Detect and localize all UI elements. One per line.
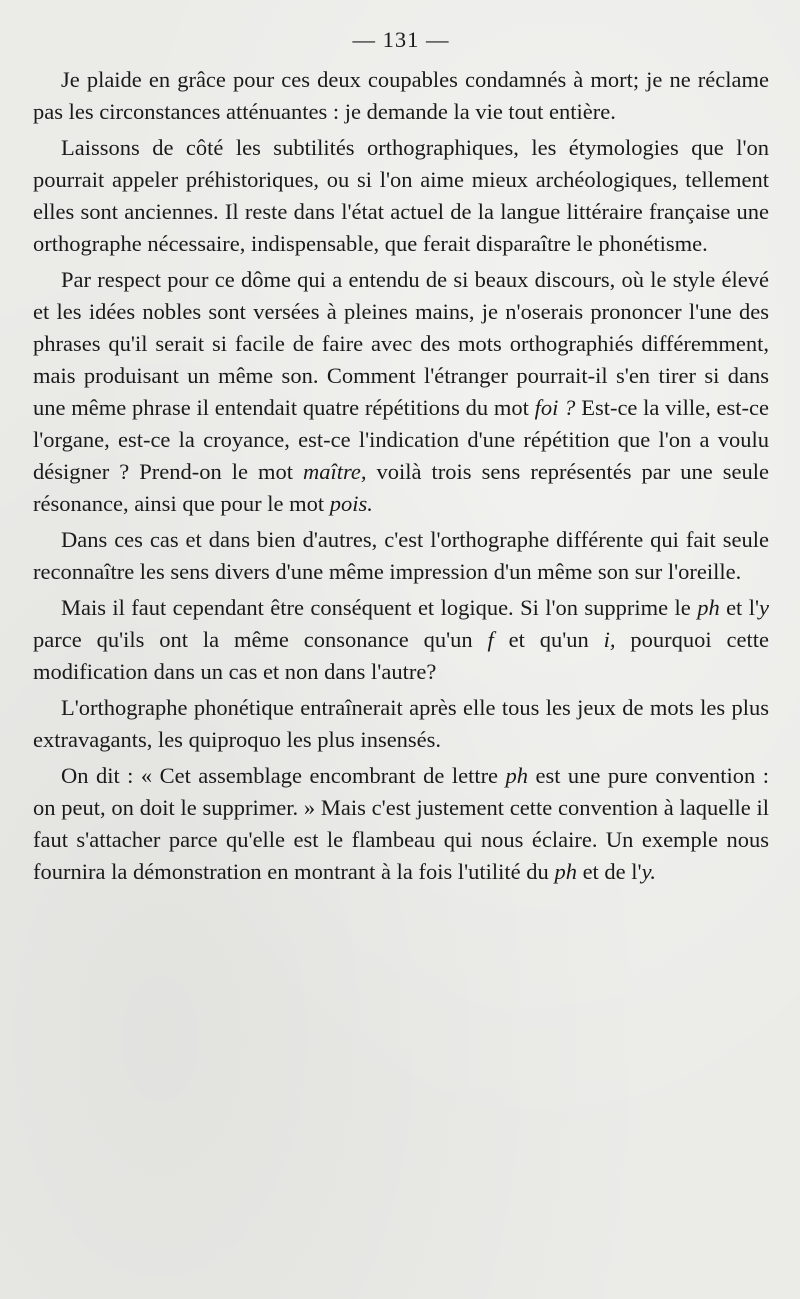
italic-word-foi: foi ? <box>534 395 576 420</box>
text-run: pourquoi cette modification dans un cas et non dans l'autre? <box>33 627 769 684</box>
text-run: Mais il faut cependant être conséquent et logique. Si l'on supprime le <box>61 595 698 620</box>
text-run: Par respect pour ce dôme qui a entendu de si beaux discours, où le style élevé et les idées nobles sont versées à pleines mains, je n'oserais prononcer l'une des phrases qu'il serait si facile de faire avec des mots orthographiés différemment, mais produisant un même son. Comment l'étranger pourrait-il s'en tirer si dans une même phrase il entendait quatre répétitions du mot <box>33 267 769 420</box>
text-run: et qu'un <box>493 627 604 652</box>
text-run: et l' <box>719 595 760 620</box>
page-text <box>33 24 769 888</box>
italic-letter-i: i, <box>603 627 616 652</box>
italic-letters-ph: ph <box>697 595 720 620</box>
paragraph-1: Je plaide en grâce pour ces deux coupables condamnés à mort; je ne réclame pas les circonstances atténuantes : je demande la vie tout entière. <box>33 67 769 124</box>
text-run: est une pure convention : on peut, on doit le supprimer. » Mais c'est justement cette convention à laquelle il faut s'attacher parce qu'elle est le flambeau qui nous éclaire. Un exemple nous fournira la démonstration en montrant à la fois l'utilité du <box>33 763 770 884</box>
italic-word-maitre: maître, <box>303 459 367 484</box>
italic-letter-y: y. <box>641 859 656 884</box>
text-run: parce qu'ils ont la même consonance qu'un <box>33 627 488 652</box>
paragraph-2: Laissons de côté les subtilités orthographiques, les étymologies que l'on pourrait appeler préhistoriques, ou si l'on aime mieux archéologiques, tellement elles sont anciennes. Il reste dans l'état actuel de la langue littéraire française une orthographe nécessaire, indispensable, que ferait disparaître le phonétisme. <box>33 135 769 256</box>
paragraph-6: L'orthographe phonétique entraînerait après elle tous les jeux de mots les plus extravagants, les quiproquo les plus insensés. <box>33 695 769 752</box>
paragraph-3 <box>33 264 769 520</box>
text-run: voilà trois sens représentés par une seule résonance, ainsi que pour le mot <box>33 459 770 516</box>
text-run: Est-ce la ville, est-ce l'organe, est-ce la croyance, est-ce l'indication d'une répétition que l'on a voulu désigner ? Prend-on le mot <box>33 395 769 484</box>
paragraph-5 <box>33 592 769 688</box>
text-run: et de l' <box>576 859 642 884</box>
italic-letter-y: y <box>759 595 770 620</box>
italic-letters-ph: ph <box>505 763 529 788</box>
text-run: On dit : « Cet assemblage encombrant de lettre <box>61 763 506 788</box>
paragraph-4: Dans ces cas et dans bien d'autres, c'est l'orthographe différente qui fait seule reconnaître les sens divers d'une même impression d'un même son sur l'oreille. <box>33 527 769 584</box>
italic-letter-f: f <box>487 627 494 652</box>
italic-word-pois: pois. <box>329 491 373 516</box>
italic-letters-ph: ph <box>554 859 577 884</box>
paragraph-7 <box>33 760 769 888</box>
page-number: — 131 — <box>352 27 450 52</box>
